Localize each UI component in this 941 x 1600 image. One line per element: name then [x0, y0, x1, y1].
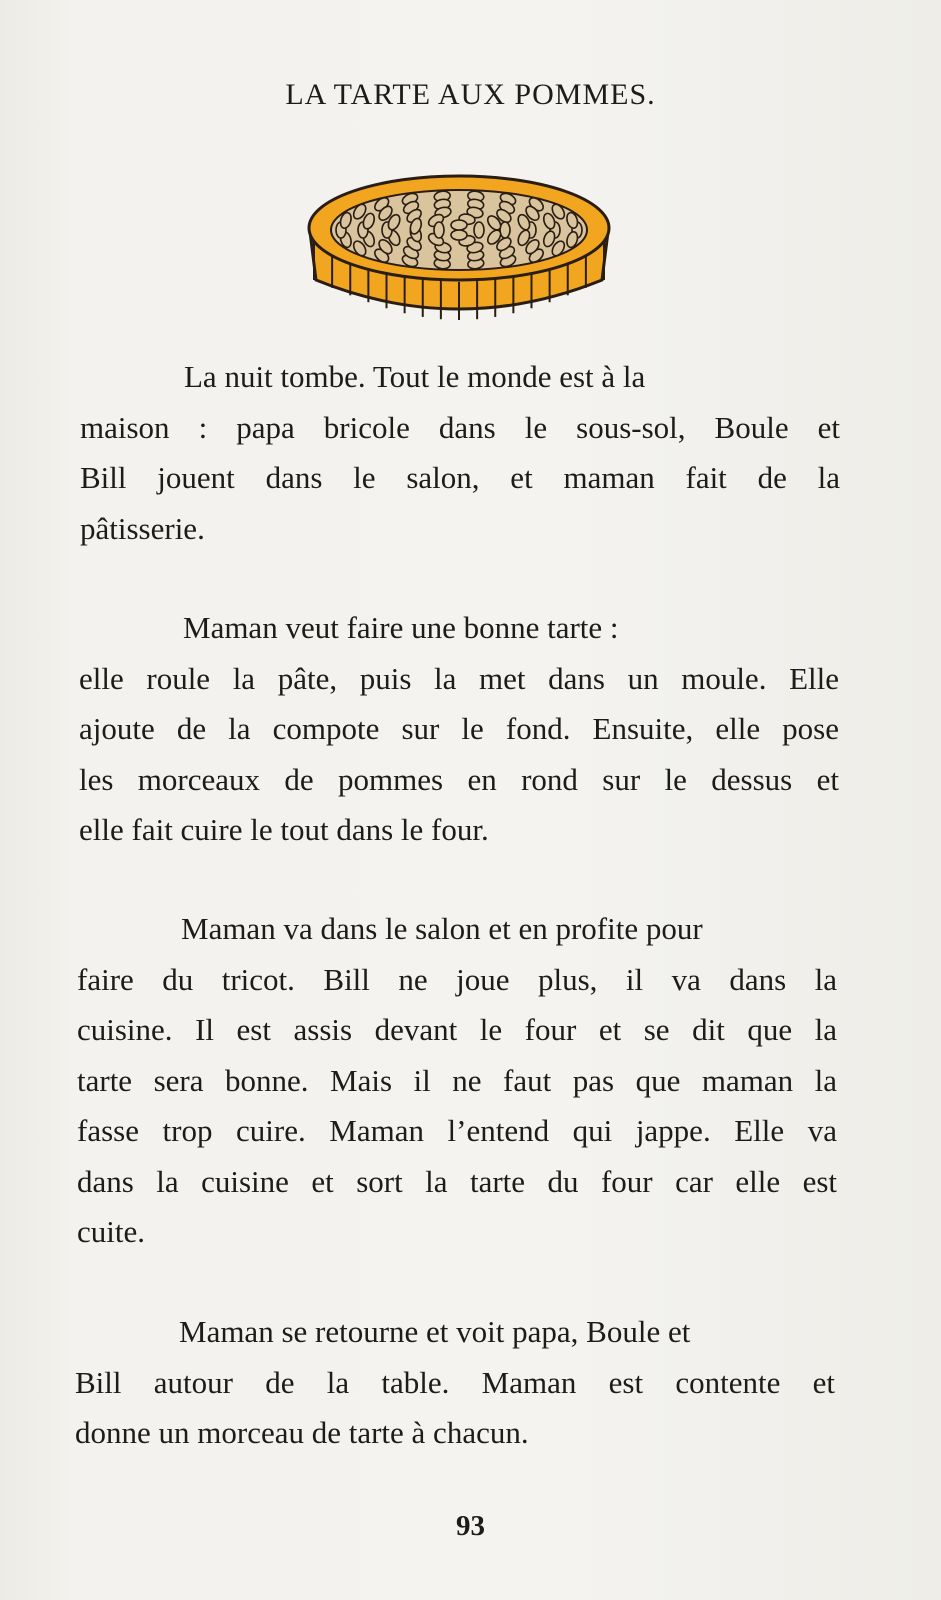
- paragraph-3: [77, 904, 837, 1258]
- paragraph-line: Bill autour de la table. Maman est contente et: [75, 1364, 835, 1400]
- paragraph-line: donne un morceau de tarte à chacun.: [75, 1415, 529, 1450]
- paragraph-line: ajoute de la compote sur le fond. Ensuite, elle pose: [79, 711, 839, 746]
- paragraph-line: maison : papa bricole dans le sous-sol, Boule et: [80, 409, 840, 445]
- paragraph-line: Maman veut faire une bonne tarte :: [183, 610, 619, 645]
- apple-slice: [474, 222, 484, 238]
- apple-tart-illustration: [306, 170, 612, 330]
- paragraph-line: elle fait cuire le tout dans le four.: [79, 812, 489, 847]
- paragraph-line: dans la cuisine et sort la tarte du four car elle est: [77, 1163, 837, 1199]
- paragraph-line: Bill jouent dans le salon, et maman fait de la: [80, 460, 840, 495]
- paragraph-line: pâtisserie.: [80, 510, 205, 546]
- paragraph-line: cuisine. Il est assis devant le four et se dit que la: [77, 1012, 837, 1047]
- page-title: LA TARTE AUX POMMES.: [285, 78, 656, 111]
- apple-slice: [451, 220, 467, 230]
- paragraph-line: elle roule la pâte, puis la met dans un moule. Elle: [79, 660, 839, 696]
- page-number: 93: [456, 1510, 485, 1542]
- paragraph-line: les morceaux de pommes en rond sur le dessus et: [79, 761, 839, 797]
- paragraph-1: [80, 352, 840, 554]
- paragraph-line: cuite.: [77, 1214, 145, 1249]
- apple-slice: [500, 222, 510, 238]
- paragraph-line: tarte sera bonne. Mais il ne faut pas que maman la: [77, 1062, 837, 1098]
- paragraph-line: La nuit tombe. Tout le monde est à la: [184, 359, 646, 394]
- paragraph-line: fasse trop cuire. Maman l’entend qui jappe. Elle va: [77, 1113, 837, 1148]
- paragraph-2: [79, 603, 839, 856]
- apple-slice: [434, 222, 444, 238]
- paragraph-line: Maman va dans le salon et en profite pour: [181, 911, 703, 946]
- paragraph-line: faire du tricot. Bill ne joue plus, il va dans la: [77, 961, 837, 997]
- apple-slice: [451, 230, 467, 240]
- paragraph-line: Maman se retourne et voit papa, Boule et: [179, 1314, 691, 1349]
- paragraph-4: [75, 1307, 835, 1459]
